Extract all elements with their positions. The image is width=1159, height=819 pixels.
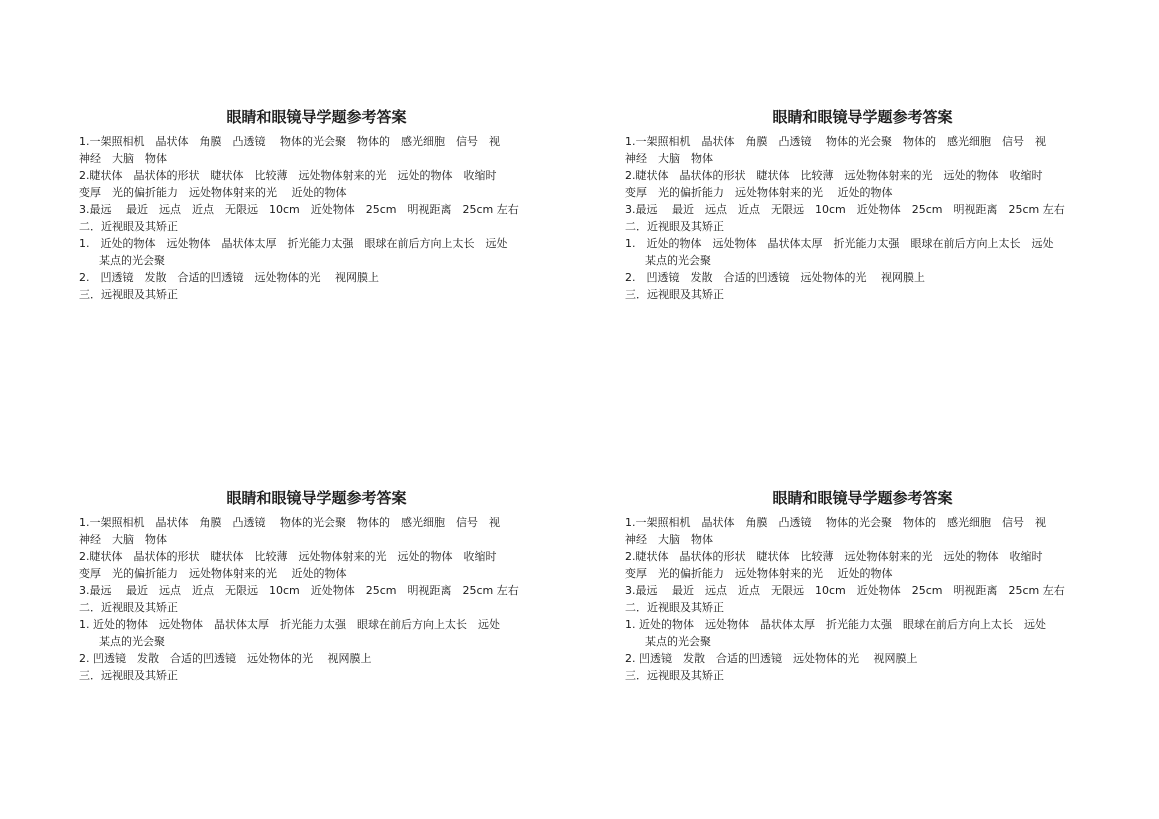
answer-line-1-cont: 神经 大脑 物体 — [79, 152, 167, 165]
answer-line-3: 3.最远 最近 远点 近点 无限远 10cm 近处物体 25cm 明视距离 25cm 左右 — [79, 584, 519, 597]
myopia-item-1-cont: 某点的光会聚 — [99, 254, 165, 267]
answer-line-2-cont: 变厚 光的偏折能力 远处物体射来的光 近处的物体 — [79, 567, 347, 580]
answer-line-2-cont: 变厚 光的偏折能力 远处物体射来的光 近处的物体 — [79, 186, 347, 199]
answer-line-1: 1.一架照相机 晶状体 角膜 凸透镜 物体的光会聚 物体的 感光细胞 信号 视 — [625, 135, 1046, 148]
answer-line-2-cont: 变厚 光的偏折能力 远处物体射来的光 近处的物体 — [625, 567, 893, 580]
answer-line-3: 3.最远 最近 远点 近点 无限远 10cm 近处物体 25cm 明视距离 25cm 左右 — [79, 203, 519, 216]
answer-block-top-left — [79, 108, 534, 303]
myopia-item-2: 2. 凹透镜 发散 合适的凹透镜 远处物体的光 视网膜上 — [79, 652, 372, 665]
block-title: 眼睛和眼镜导学题参考答案 — [226, 108, 407, 126]
myopia-item-1: 1. 近处的物体 远处物体 晶状体太厚 折光能力太强 眼球在前后方向上太长 远处 — [625, 618, 1046, 631]
section-heading-hyperopia: 三．远视眼及其矫正 — [625, 669, 724, 682]
myopia-item-2: 2. 凹透镜 发散 合适的凹透镜 远处物体的光 视网膜上 — [79, 271, 379, 284]
answer-line-2: 2.睫状体 晶状体的形状 睫状体 比较薄 远处物体射来的光 远处的物体 收缩时 — [625, 550, 1043, 563]
block-title: 眼睛和眼镜导学题参考答案 — [772, 489, 953, 507]
myopia-item-1: 1. 近处的物体 远处物体 晶状体太厚 折光能力太强 眼球在前后方向上太长 远处 — [625, 237, 1054, 250]
answer-line-2-cont: 变厚 光的偏折能力 远处物体射来的光 近处的物体 — [625, 186, 893, 199]
answer-line-1-cont: 神经 大脑 物体 — [625, 152, 713, 165]
answer-line-1: 1.一架照相机 晶状体 角膜 凸透镜 物体的光会聚 物体的 感光细胞 信号 视 — [625, 516, 1046, 529]
answer-block-top-right — [625, 108, 1080, 303]
answer-line-2: 2.睫状体 晶状体的形状 睫状体 比较薄 远处物体射来的光 远处的物体 收缩时 — [625, 169, 1043, 182]
block-title: 眼睛和眼镜导学题参考答案 — [772, 108, 953, 126]
section-heading-hyperopia: 三．远视眼及其矫正 — [79, 669, 178, 682]
answer-line-3: 3.最远 最近 远点 近点 无限远 10cm 近处物体 25cm 明视距离 25cm 左右 — [625, 584, 1065, 597]
answer-line-1: 1.一架照相机 晶状体 角膜 凸透镜 物体的光会聚 物体的 感光细胞 信号 视 — [79, 135, 500, 148]
myopia-item-1-cont: 某点的光会聚 — [645, 254, 711, 267]
section-heading-myopia: 二．近视眼及其矫正 — [79, 220, 178, 233]
answer-block-bottom-right — [625, 489, 1080, 684]
myopia-item-1: 1. 近处的物体 远处物体 晶状体太厚 折光能力太强 眼球在前后方向上太长 远处 — [79, 237, 508, 250]
myopia-item-2: 2. 凹透镜 发散 合适的凹透镜 远处物体的光 视网膜上 — [625, 271, 925, 284]
answer-line-2: 2.睫状体 晶状体的形状 睫状体 比较薄 远处物体射来的光 远处的物体 收缩时 — [79, 169, 497, 182]
answer-line-1-cont: 神经 大脑 物体 — [79, 533, 167, 546]
answer-line-3: 3.最远 最近 远点 近点 无限远 10cm 近处物体 25cm 明视距离 25cm 左右 — [625, 203, 1065, 216]
section-heading-hyperopia: 三．远视眼及其矫正 — [625, 288, 724, 301]
section-heading-hyperopia: 三．远视眼及其矫正 — [79, 288, 178, 301]
myopia-item-2: 2. 凹透镜 发散 合适的凹透镜 远处物体的光 视网膜上 — [625, 652, 918, 665]
section-heading-myopia: 二．近视眼及其矫正 — [625, 220, 724, 233]
section-heading-myopia: 二．近视眼及其矫正 — [79, 601, 178, 614]
myopia-item-1-cont: 某点的光会聚 — [99, 635, 165, 648]
answer-line-1: 1.一架照相机 晶状体 角膜 凸透镜 物体的光会聚 物体的 感光细胞 信号 视 — [79, 516, 500, 529]
answer-block-bottom-left — [79, 489, 534, 684]
myopia-item-1: 1. 近处的物体 远处物体 晶状体太厚 折光能力太强 眼球在前后方向上太长 远处 — [79, 618, 500, 631]
section-heading-myopia: 二．近视眼及其矫正 — [625, 601, 724, 614]
answer-line-1-cont: 神经 大脑 物体 — [625, 533, 713, 546]
answer-line-2: 2.睫状体 晶状体的形状 睫状体 比较薄 远处物体射来的光 远处的物体 收缩时 — [79, 550, 497, 563]
block-title: 眼睛和眼镜导学题参考答案 — [226, 489, 407, 507]
myopia-item-1-cont: 某点的光会聚 — [645, 635, 711, 648]
